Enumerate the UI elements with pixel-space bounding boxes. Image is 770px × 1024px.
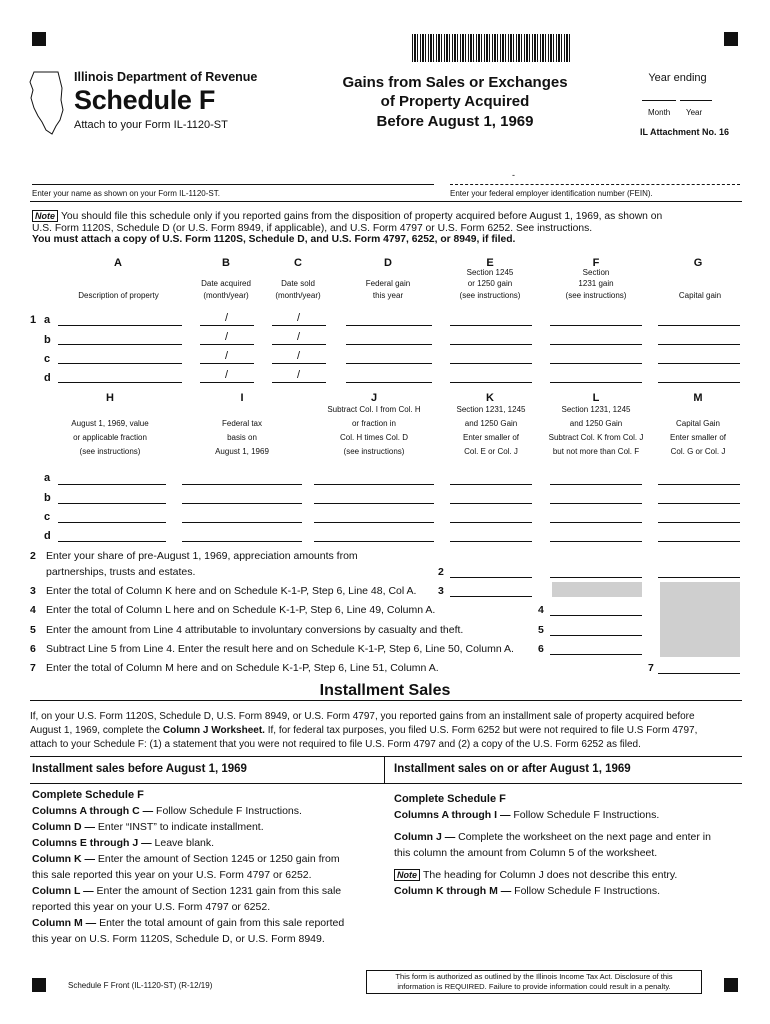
left-l-label: Column L —	[32, 885, 94, 897]
row-a-col-j-field[interactable]	[314, 484, 434, 485]
line-3-box-label: 3	[438, 585, 444, 597]
installment-top-rule	[30, 700, 742, 701]
line-4-text: Enter the total of Column L here and on Schedule K-1-P, Step 6, Line 49, Column A.	[46, 604, 436, 616]
left-l-text1: Enter the amount of Section 1231 gain from this sale	[93, 885, 342, 897]
row-b-col-i-field[interactable]	[182, 503, 302, 504]
installment-paragraph	[30, 710, 742, 752]
col-c-letter: C	[294, 257, 302, 269]
installment-p2a: August 1, 1969, complete the	[30, 725, 163, 736]
line-2-col-l-field[interactable]	[550, 577, 642, 578]
note-icon-2: Note	[394, 869, 420, 881]
line-7-box-label: 7	[648, 662, 654, 674]
row-c-col-l-field[interactable]	[550, 522, 642, 523]
left-l-text2: reported this year on your U.S. Form 4797 or 6252.	[32, 901, 271, 913]
col-c-desc1: Date sold	[281, 279, 315, 288]
subhead-bottom-rule	[30, 783, 742, 784]
row-b-col-m-field[interactable]	[658, 503, 740, 504]
note-line2: U.S. Form 1120S, Schedule D (or U.S. Form 8949, if applicable), and U.S. Form 4797 or U.S. Form 6252. See instructions.	[32, 222, 593, 234]
row-a-label: a	[44, 314, 51, 326]
row-b-label: b	[44, 334, 51, 346]
left-k-label: Column K —	[32, 853, 95, 865]
right-ai-text: Follow Schedule F Instructions.	[510, 809, 660, 821]
col-j-desc4: (see instructions)	[343, 447, 405, 456]
note-line3: You must attach a copy of U.S. Form 1120S, Schedule D, and U.S. Form 4797, 6252, or 8949, if filed.	[32, 234, 516, 245]
barcode	[412, 34, 572, 62]
column-divider	[384, 756, 385, 784]
note-line1: You should file this schedule only if you reported gains from the disposition of property acquired before August 1, 1969, as shown on	[61, 211, 663, 222]
line-6-field[interactable]	[550, 654, 642, 655]
row2-c-label: c	[44, 511, 51, 523]
row-b-col-k-field[interactable]	[450, 503, 532, 504]
row-b-col-f-field[interactable]	[550, 344, 642, 345]
year-label: Year	[686, 108, 703, 117]
col-m-desc1: Capital Gain	[675, 419, 721, 428]
col-f-desc3: (see instructions)	[565, 291, 627, 300]
lines-3-6-shaded-m	[660, 582, 740, 657]
col-l-desc1: Section 1231, 1245	[561, 405, 631, 414]
year-ending-label: Year ending	[648, 72, 707, 84]
left-d-text: Enter “INST” to indicate installment.	[95, 821, 264, 833]
fein-field-label: Enter your federal employer identification number (FEIN).	[450, 189, 653, 198]
attach-instruction: Attach to your Form IL-1120-ST	[74, 119, 228, 131]
col-l-desc2: and 1250 Gain	[569, 419, 623, 428]
row-c-col-c-field[interactable]	[272, 363, 326, 364]
line-2-text-a: Enter your share of pre-August 1, 1969, appreciation amounts from	[46, 550, 358, 562]
col-a-desc: Description of property	[78, 291, 159, 300]
form-title-line3: Before August 1, 1969	[376, 113, 534, 130]
line-4-box-label: 4	[538, 604, 544, 616]
row-c-col-b-slash: /	[225, 350, 229, 362]
fein-dash: -	[512, 170, 515, 180]
line-5-number: 5	[30, 624, 36, 636]
col-l-desc4: but not more than Col. F	[552, 447, 640, 456]
right-instructions	[394, 791, 744, 899]
left-ej-text: Leave blank.	[151, 837, 215, 849]
left-d-label: Column D —	[32, 821, 95, 833]
left-ac-text: Follow Schedule F Instructions.	[153, 805, 302, 817]
row-b-col-j-field[interactable]	[314, 503, 434, 504]
right-note-text: The heading for Column J does not describe this entry.	[423, 869, 678, 881]
row-b-col-g-field[interactable]	[658, 344, 740, 345]
row-d-col-j-field[interactable]	[314, 541, 434, 542]
row-a-col-a-field[interactable]	[58, 325, 182, 326]
line-2-text-b: partnerships, trusts and estates.	[46, 566, 196, 578]
col-b-desc2: (month/year)	[203, 291, 249, 300]
installment-title	[0, 682, 770, 700]
col-f-desc1: Section	[582, 268, 610, 277]
row-a-col-e-field[interactable]	[450, 325, 532, 326]
col-c-desc2: (month/year)	[275, 291, 321, 300]
form-id-footer: Schedule F Front (IL-1120-ST) (R-12/19)	[68, 981, 213, 990]
col-j-desc3: Col. H times Col. D	[339, 433, 408, 442]
attachment-number: IL Attachment No. 16	[640, 127, 730, 137]
row2-a-label: a	[44, 472, 51, 484]
left-d	[32, 819, 377, 835]
left-k	[32, 851, 377, 867]
row-c-col-g-field[interactable]	[658, 363, 740, 364]
row-b-col-d-field[interactable]	[346, 344, 432, 345]
auth-line2: information is REQUIRED. Failure to provide information could result in a penalty.	[397, 982, 671, 991]
registration-mark-top-right	[724, 32, 738, 46]
row-d-col-g-field[interactable]	[658, 382, 740, 383]
col-h-desc2: or applicable fraction	[73, 433, 147, 442]
line-7-text: Enter the total of Column M here and on Schedule K-1-P, Step 6, Line 51, Column A.	[46, 662, 439, 674]
line-2-box-label: 2	[438, 566, 444, 578]
row-b-col-e-field[interactable]	[450, 344, 532, 345]
row-c-col-a-field[interactable]	[58, 363, 182, 364]
row-d-col-k-field[interactable]	[450, 541, 532, 542]
line-7-field[interactable]	[658, 673, 740, 674]
row-d-label: d	[44, 372, 51, 384]
row-a-col-c-field[interactable]	[272, 325, 326, 326]
col-i-desc2: basis on	[227, 433, 257, 442]
line-7-number: 7	[30, 662, 36, 674]
row-c-col-j-field[interactable]	[314, 522, 434, 523]
row2-d-label: d	[44, 530, 51, 542]
col-l-letter: L	[592, 392, 600, 404]
note-icon: Note	[32, 210, 58, 222]
row-b-col-h-field[interactable]	[58, 503, 166, 504]
right-km	[394, 883, 744, 899]
line-6-number: 6	[30, 643, 36, 655]
year-field[interactable]	[680, 100, 712, 101]
line-3-number: 3	[30, 585, 36, 597]
row-d-col-c-slash: /	[297, 369, 301, 381]
registration-mark-top-left	[32, 32, 46, 46]
installment-p2	[30, 724, 742, 738]
col-f-letter: F	[592, 257, 600, 269]
auth-line1: This form is authorized as outlined by the Illinois Income Tax Act. Disclosure of this	[395, 972, 673, 981]
left-instructions	[32, 787, 377, 947]
row-c-col-b-field[interactable]	[200, 363, 254, 364]
col-i-desc1: Federal tax	[221, 419, 263, 428]
col-i-desc3: August 1, 1969	[215, 447, 269, 456]
line-5-box-label: 5	[538, 624, 544, 636]
row-c-col-f-field[interactable]	[550, 363, 642, 364]
line-3-shaded-l	[552, 582, 642, 597]
row-b-col-b-field[interactable]	[200, 344, 254, 345]
agency-name: Illinois Department of Revenue	[74, 70, 258, 84]
col-d-desc2: this year	[372, 291, 404, 300]
row-d-col-a-field[interactable]	[58, 382, 182, 383]
row-c-label: c	[44, 353, 51, 365]
row-d-col-f-field[interactable]	[550, 382, 642, 383]
row-d-col-b-field[interactable]	[200, 382, 254, 383]
right-j-text2: this column the amount from Column 5 of the worksheet.	[394, 847, 658, 859]
col-k-desc1: Section 1231, 1245	[456, 405, 526, 414]
right-ai-label: Columns A through I —	[394, 809, 511, 821]
left-ac-label: Columns A through C —	[32, 805, 154, 817]
registration-mark-bottom-left	[32, 978, 46, 992]
registration-mark-bottom-right	[724, 978, 738, 992]
right-j-label: Column J —	[394, 831, 456, 843]
schedule-title: Schedule F	[74, 85, 216, 115]
col-i-letter: I	[240, 392, 244, 404]
name-field[interactable]	[32, 184, 434, 185]
row-d-col-d-field[interactable]	[346, 382, 432, 383]
col-g-letter: G	[693, 257, 703, 269]
row-c-col-h-field[interactable]	[58, 522, 166, 523]
line-5-text: Enter the amount from Line 4 attributable to involuntary conversions by casualty and theft.	[46, 624, 464, 636]
col-m-desc2: Enter smaller of	[669, 433, 727, 442]
right-section-heading: Installment sales on or after August 1, 1969	[394, 763, 631, 775]
row-b-col-l-field[interactable]	[550, 503, 642, 504]
line-3-field[interactable]	[450, 596, 532, 597]
row-c-col-e-field[interactable]	[450, 363, 532, 364]
col-j-desc1: Subtract Col. I from Col. H	[327, 405, 421, 414]
form-title-line1: Gains from Sales or Exchanges	[342, 74, 568, 91]
row-a-col-m-field[interactable]	[658, 484, 740, 485]
row-a-col-h-field[interactable]	[58, 484, 166, 485]
row-d-col-e-field[interactable]	[450, 382, 532, 383]
col-k-desc4: Col. E or Col. J	[464, 447, 518, 456]
name-field-label: Enter your name as shown on your Form IL-1120-ST.	[32, 189, 220, 198]
right-km-text: Follow Schedule F Instructions.	[511, 885, 661, 897]
row-b-col-c-field[interactable]	[272, 344, 326, 345]
row-a-col-b-slash: /	[225, 312, 229, 324]
line-6-text: Subtract Line 5 from Line 4. Enter the result here and on Schedule K-1-P, Step 6, Line 50, Column A.	[46, 643, 514, 655]
col-k-desc3: Enter smaller of	[462, 433, 520, 442]
row-a-col-l-field[interactable]	[550, 484, 642, 485]
row-d-col-m-field[interactable]	[658, 541, 740, 542]
col-j-desc2: or fraction in	[351, 419, 397, 428]
col-h-desc3: (see instructions)	[79, 447, 141, 456]
installment-p3: attach to your Schedule F: (1) a statement that you were not required to file U.S. Form 4797 and (2) a copy of the U.S. Form 6252 as filed.	[30, 739, 641, 750]
line-4-number: 4	[30, 604, 36, 616]
installment-p1: If, on your U.S. Form 1120S, Schedule D, U.S. Form 8949, or U.S. Form 4797, you reported gains from an installment sale of property acquired before	[30, 711, 695, 722]
row-a-col-i-field[interactable]	[182, 484, 302, 485]
fein-field[interactable]	[450, 184, 740, 185]
col-e-desc2: or 1250 gain	[467, 279, 513, 288]
col-e-letter: E	[486, 257, 494, 269]
row-d-col-b-slash: /	[225, 369, 229, 381]
col-k-desc2: and 1250 Gain	[464, 419, 518, 428]
row-d-col-l-field[interactable]	[550, 541, 642, 542]
row2-b-label: b	[44, 492, 51, 504]
month-label: Month	[648, 108, 671, 117]
row-b-col-b-slash: /	[225, 331, 229, 343]
col-h-desc1: August 1, 1969, value	[71, 419, 149, 428]
left-complete: Complete Schedule F	[32, 789, 144, 801]
left-section-heading: Installment sales before August 1, 1969	[32, 763, 247, 775]
row-a-col-c-slash: /	[297, 312, 301, 324]
col-a-letter: A	[114, 257, 122, 269]
col-b-letter: B	[222, 257, 230, 269]
col-d-desc1: Federal gain	[365, 279, 411, 288]
col-e-desc1: Section 1245	[466, 268, 514, 277]
col-f-desc2: 1231 gain	[578, 279, 614, 288]
left-ac	[32, 803, 377, 819]
row-d-col-h-field[interactable]	[58, 541, 166, 542]
col-l-desc3: Subtract Col. K from Col. J	[548, 433, 644, 442]
left-m-text2: this year on U.S. Form 1120S, Schedule D, or U.S. Form 8949.	[32, 933, 325, 945]
authorization-box	[366, 970, 702, 994]
row-a-col-k-field[interactable]	[450, 484, 532, 485]
form-title-line2: of Property Acquired	[380, 93, 530, 110]
right-j-text1: Complete the worksheet on the next page and enter in	[455, 831, 711, 843]
left-k-text2: this sale reported this year on your U.S. Form 4797 or 6252.	[32, 869, 312, 881]
right-j	[394, 829, 744, 845]
column-j-worksheet-ref: Column J Worksheet.	[162, 725, 265, 736]
illinois-outline-icon	[28, 70, 68, 136]
col-m-letter: M	[693, 392, 703, 404]
col-g-desc: Capital gain	[678, 291, 722, 300]
row-c-col-m-field[interactable]	[658, 522, 740, 523]
col-j-letter: J	[370, 392, 378, 404]
installment-p2c: If, for federal tax purposes, you filed U.S. Form 6252 but were not required to file U.S Form 4797,	[264, 725, 698, 736]
col-k-letter: K	[486, 392, 494, 404]
col-m-desc3: Col. G or Col. J	[670, 447, 726, 456]
left-m-text1: Enter the total amount of gain from this sale reported	[96, 917, 345, 929]
line-2-col-k-field[interactable]	[450, 577, 532, 578]
row-c-col-i-field[interactable]	[182, 522, 302, 523]
row-a-col-b-field[interactable]	[200, 325, 254, 326]
line-4-field[interactable]	[550, 615, 642, 616]
left-ej	[32, 835, 377, 851]
col-d-letter: D	[384, 257, 392, 269]
row-c-col-c-slash: /	[297, 350, 301, 362]
right-km-label: Column K through M —	[394, 885, 512, 897]
left-l	[32, 883, 377, 899]
line-1-number: 1	[30, 314, 37, 326]
col-h-letter: H	[106, 392, 114, 404]
line-6-box-label: 6	[538, 643, 544, 655]
line-5-field[interactable]	[550, 635, 642, 636]
row-d-col-i-field[interactable]	[182, 541, 302, 542]
divider	[30, 201, 742, 202]
row-d-col-c-field[interactable]	[272, 382, 326, 383]
installment-title-text: Installment Sales	[314, 682, 457, 699]
col-b-desc1: Date acquired	[201, 279, 251, 288]
row-c-col-k-field[interactable]	[450, 522, 532, 523]
note-block	[32, 210, 744, 246]
subhead-top-rule	[30, 756, 742, 757]
right-ai	[394, 807, 744, 823]
right-note	[394, 867, 744, 883]
row-a-col-d-field[interactable]	[346, 325, 432, 326]
row-a-col-f-field[interactable]	[550, 325, 642, 326]
line-2-number: 2	[30, 550, 36, 562]
row-c-col-d-field[interactable]	[346, 363, 432, 364]
left-k-text1: Enter the amount of Section 1245 or 1250 gain from	[95, 853, 340, 865]
left-m-label: Column M —	[32, 917, 97, 929]
line-3-text: Enter the total of Column K here and on Schedule K-1-P, Step 6, Line 48, Col A.	[46, 585, 417, 597]
right-complete: Complete Schedule F	[394, 793, 506, 805]
left-m	[32, 915, 377, 931]
row-a-col-g-field[interactable]	[658, 325, 740, 326]
left-ej-label: Columns E through J —	[32, 837, 152, 849]
row-b-col-a-field[interactable]	[58, 344, 182, 345]
line-2-col-m-field[interactable]	[658, 577, 740, 578]
month-field[interactable]	[642, 100, 676, 101]
col-e-desc3: (see instructions)	[459, 291, 521, 300]
row-b-col-c-slash: /	[297, 331, 301, 343]
